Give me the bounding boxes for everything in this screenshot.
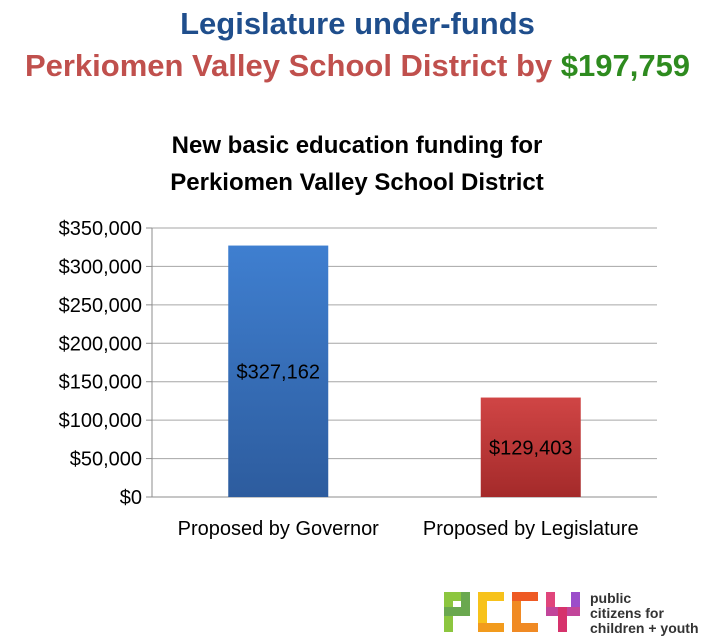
y-tick-label: $250,000 — [58, 294, 142, 317]
data-label: $327,162 — [236, 361, 320, 384]
y-tick-label: $100,000 — [58, 410, 142, 433]
pccy-logo-text — [590, 591, 699, 636]
y-tick-label: $300,000 — [58, 256, 142, 279]
x-category-label: Proposed by Governor — [177, 518, 379, 540]
data-label: $129,403 — [489, 437, 573, 460]
y-tick-label: $0 — [119, 487, 142, 509]
chart-title-line-2: Perkiomen Valley School District — [170, 169, 544, 196]
headline-line1: Legislature under-funds — [180, 6, 535, 41]
logo-line-1: public — [590, 590, 632, 606]
pccy-logo-icon — [444, 588, 582, 634]
headline-district: Perkiomen Valley School District by — [24, 48, 561, 83]
y-tick-label: $50,000 — [69, 448, 142, 471]
y-tick-label: $200,000 — [58, 333, 142, 356]
logo-line-2: citizens for — [590, 605, 664, 621]
headline-amount: $197,759 — [560, 48, 691, 83]
y-tick-label: $150,000 — [58, 371, 142, 394]
chart-title-line-1: New basic education funding for — [171, 132, 543, 159]
logo-line-3: children + youth — [590, 620, 699, 636]
x-category-label: Proposed by Legislature — [422, 518, 639, 540]
y-tick-label: $350,000 — [58, 218, 142, 240]
